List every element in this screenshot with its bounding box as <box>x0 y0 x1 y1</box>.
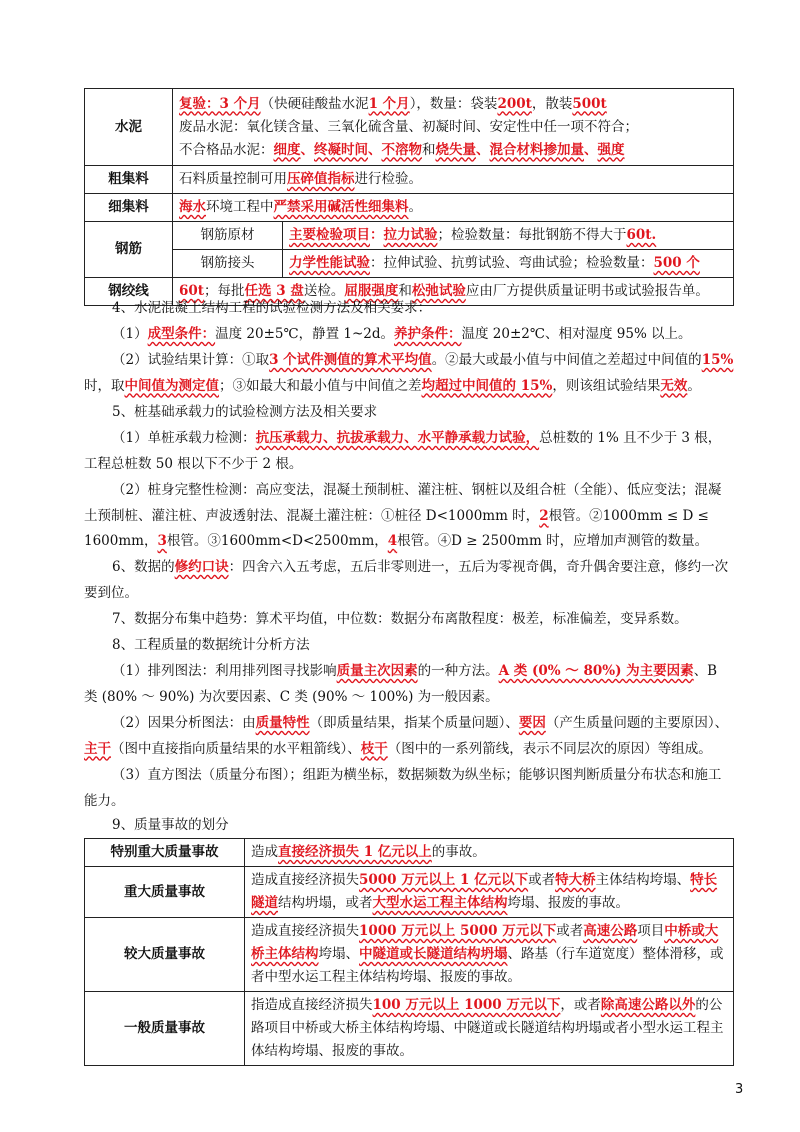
accident-table <box>84 838 734 1066</box>
cement-label: 水泥 <box>85 89 173 166</box>
page-number: 3 <box>735 1082 744 1097</box>
cement-line-2: 废品水泥：氧化镁含量、三氧化硫含量、初凝时间、安定性中任一项不符合； <box>179 118 638 135</box>
section-8-p3: （3）直方图法（质量分布图）；组距为横坐标，数据频数为纵坐标；能够识图判断质量分布状态和施工能力。 <box>84 767 722 809</box>
section-8-title: 8、工程质量的数据统计分析方法 <box>112 637 310 653</box>
section-7: 7、数据分布集中趋势：算术平均值，中位数：数据分布离散程度：极差，标准偏差，变异系数。 <box>112 611 688 627</box>
cement-content <box>173 89 734 166</box>
accident-desc: 造成直接经济损失1000 万元以上 5000 万元以下或者高速公路项目中桥或大桥主体结构垮塌、中隧道或长隧道结构坍塌、路基（行车道宽度）整体滑移，或者中型水运工程主体结构垮塌、报废的事故。 <box>245 918 734 992</box>
accident-label: 较大质量事故 <box>85 918 245 992</box>
coarse-content: 石料质量控制可用压碎值指标进行检验。 <box>173 166 734 194</box>
table-row <box>85 194 734 222</box>
steel-joint-label: 钢筋接头 <box>173 250 283 278</box>
accident-desc: 造成直接经济损失 1 亿元以上的事故。 <box>245 839 734 867</box>
steel-raw-content: 主要检验项目：拉力试验；检验数量：每批钢筋不得大于60t. <box>283 222 734 250</box>
table-row <box>85 89 734 166</box>
table-row <box>85 918 734 992</box>
accident-label: 重大质量事故 <box>85 867 245 918</box>
table-row <box>85 250 734 278</box>
strand-content: 60t；每批任选 3 盘送检。屈服强度和松弛试验应由厂方提供质量证明书或试验报告单。 <box>173 278 734 306</box>
section-4-p1: （1）成型条件：温度 20±5℃，静置 1~2d。养护条件：温度 20±2℃、相对湿度 95% 以上。 <box>112 326 692 342</box>
section-4-p2: （2）试验结果计算：①取3 个试件测值的算术平均值。②最大或最小值与中间值之差超过中间值的15%时，取中间值为测定值；③如最大和最小值与中间值之差均超过中间值的 15%，则该组试验结果无效。 <box>84 352 734 394</box>
accident-desc: 造成直接经济损失5000 万元以上 1 亿元以下或者特大桥主体结构垮塌、特长隧道结构坍塌，或者大型水运工程主体结构垮塌、报废的事故。 <box>245 867 734 918</box>
section-8-p2: （2）因果分析图法：由质量特性（即质量结果，指某个质量问题）、要因（产生质量问题的主要原因）、主干（图中直接指向质量结果的水平粗箭线）、枝干（图中的一系列箭线，表示不同层次的原因）等组成。 <box>84 715 729 757</box>
accident-label: 特别重大质量事故 <box>85 839 245 867</box>
materials-table <box>84 88 734 306</box>
table-row <box>85 222 734 250</box>
section-5-title: 5、桩基础承载力的试验检测方法及相关要求 <box>112 404 378 420</box>
cement-line-1: 复验：3 个月（快硬硅酸盐水泥1 个月），数量：袋装200t，散装500t <box>179 95 607 112</box>
table-row <box>85 839 734 867</box>
steel-label: 钢筋 <box>85 222 173 278</box>
table-row <box>85 992 734 1066</box>
steel-raw-label: 钢筋原材 <box>173 222 283 250</box>
accident-label: 一般质量事故 <box>85 992 245 1066</box>
table-row <box>85 867 734 918</box>
cement-line-3: 不合格品水泥：细度、终凝时间、不溶物和烧失量、混合材料掺加量、强度 <box>179 141 625 158</box>
coarse-label: 粗集料 <box>85 166 173 194</box>
section-4-title: 4、水泥混凝土结构工程的试验检测方法及相关要求： <box>112 300 432 316</box>
section-5-p2: （2）桩身完整性检测：高应变法，混凝土预制桩、灌注桩、钢桩以及组合桩（全能）、低应变法；混凝土预制桩、灌注桩、声波透射法、混凝土灌注桩：①桩径 D<1000mm 时，2根管。②1000mm ≤ D ≤ 1600mm，3根管。③1600mm<D<2500mm，4根管。④D ≥ 2500mm 时，应增加声测管的数量。 <box>84 482 722 550</box>
section-5-p1: （1）单桩承载力检测：抗压承载力、抗拔承载力、水平静承载力试验，总桩数的 1% 且不少于 3 根，工程总桩数 50 根以下不少于 2 根。 <box>84 430 722 472</box>
section-8-p1: （1）排列图法：利用排列图寻找影响质量主次因素的一种方法。A 类 (0% ～ 80%) 为主要因素、B 类 (80% ～ 90%) 为次要因素、C 类 (90% ～ 100%) 为一般因素。 <box>84 663 718 705</box>
fine-label: 细集料 <box>85 194 173 222</box>
strand-label: 钢绞线 <box>85 278 173 306</box>
fine-content: 海水环境工程中严禁采用碱活性细集料。 <box>173 194 734 222</box>
section-9-title: 9、质量事故的划分 <box>112 817 229 833</box>
table-row <box>85 166 734 194</box>
accident-desc: 指造成直接经济损失100 万元以上 1000 万元以下，或者除高速公路以外的公路项目中桥或大桥主体结构垮塌、中隧道或长隧道结构坍塌或者小型水运工程主体结构垮塌、报废的事故。 <box>245 992 734 1066</box>
steel-joint-content: 力学性能试验：拉伸试验、抗剪试验、弯曲试验；检验数量：500 个 <box>283 250 734 278</box>
section-6: 6、数据的修约口诀：四舍六入五考虑，五后非零则进一，五后为零视奇偶，奇升偶舍要注意，修约一次要到位。 <box>84 559 729 601</box>
